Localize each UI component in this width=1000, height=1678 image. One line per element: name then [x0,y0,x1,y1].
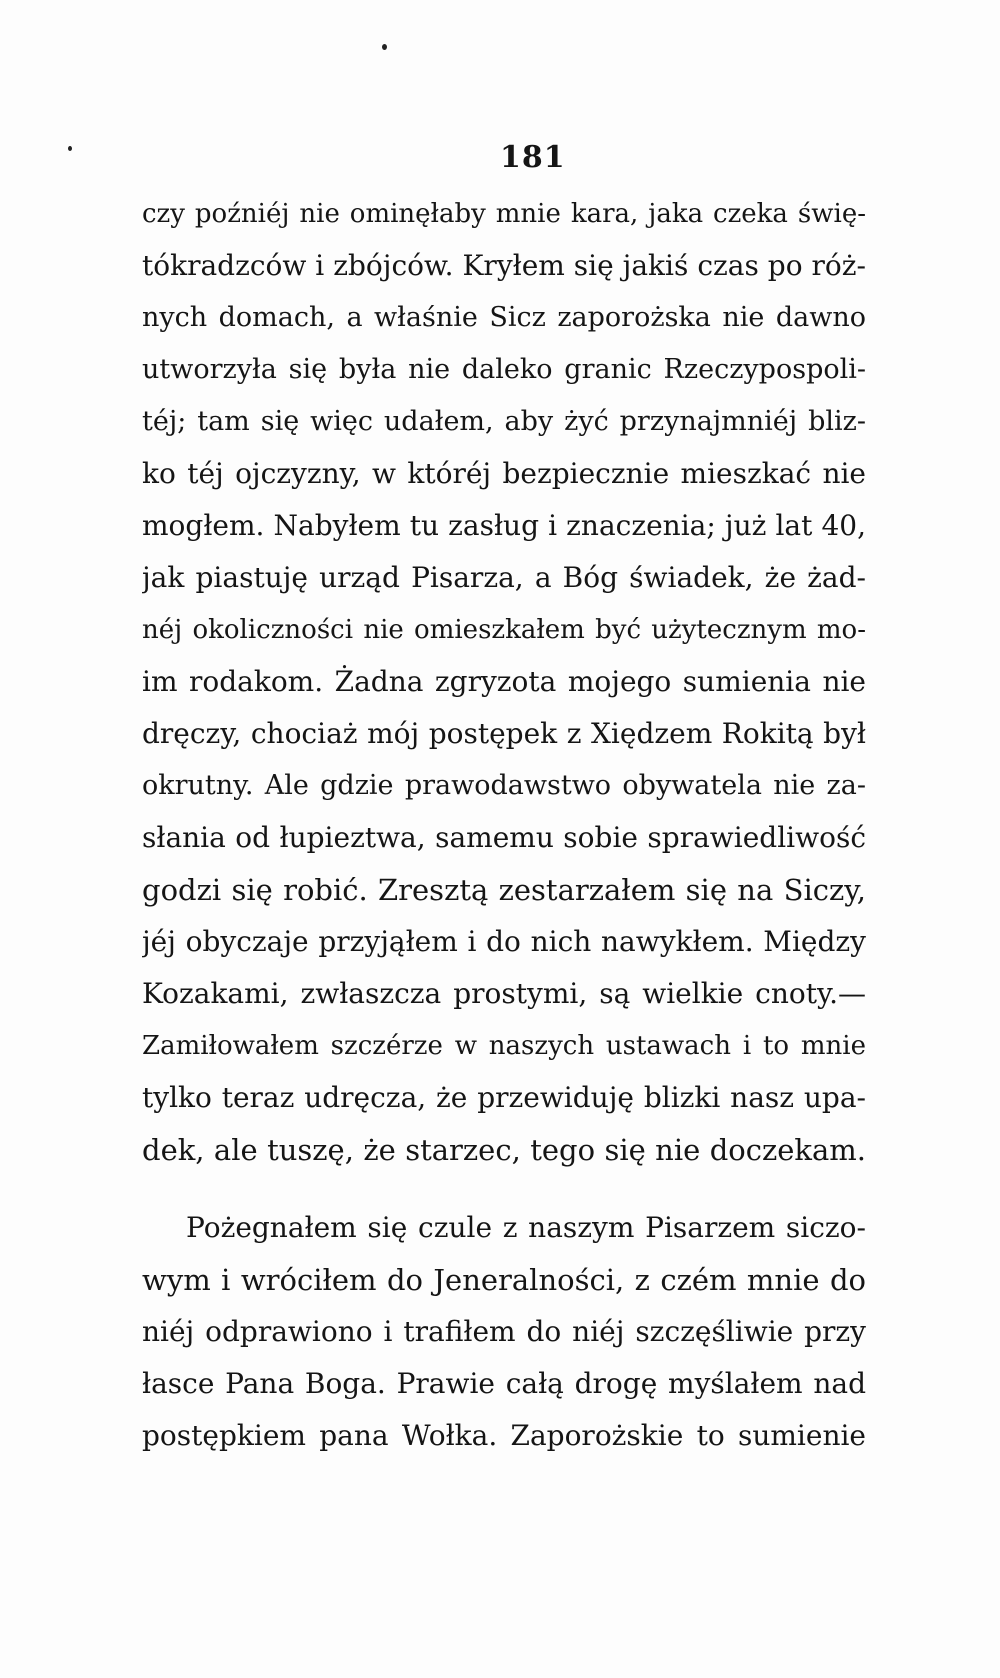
text-line: Kozakami, zwłaszcza prostymi, są wielkie cnoty.— [142,977,866,1010]
text-line: Pożegnałem się czule z naszym Pisarzem siczo- [186,1211,866,1244]
text-line: néj okoliczności nie omieszkałem być użytecznym mo- [142,615,866,645]
text-line: utworzyła się była nie daleko granic Rzeczypospoli- [142,354,866,385]
text-line: téj; tam się więc udałem, aby żyć przynajmniéj bliz- [142,406,866,437]
text-line: nych domach, a właśnie Sicz zaporożska nie dawno [142,302,866,333]
text-line: okrutny. Ale gdzie prawodawstwo obywatela nie za- [142,770,866,801]
text-line: im rodakom. Żadna zgryzota mojego sumienia nie [142,665,866,698]
text-line: słania od łupieztwa, samemu sobie sprawiedliwość [142,821,866,854]
text-line: jéj obyczaje przyjąłem i do nich nawykłem. Między [142,925,866,958]
text-line: postępkiem pana Wołka. Zaporożskie to sumienie [142,1419,866,1452]
text-line: jak piastuję urząd Pisarza, a Bóg świadek, że żad- [142,561,866,594]
text-line: ko téj ojczyzny, w któréj bezpiecznie mieszkać nie [142,457,866,490]
text-line: dek, ale tuszę, że starzec, tego się nie doczekam. [142,1133,866,1167]
text-line: niéj odprawiono i trafiłem do niéj szczęśliwie przy [142,1315,866,1348]
text-line: czy poźniéj nie ominęłaby mnie kara, jaka czeka świę- [142,199,866,229]
text-line: godzi się robić. Zresztą zestarzałem się na Siczy, [142,873,866,907]
paragraph-2 [142,1202,866,1462]
text-line: Zamiłowałem szczérze w naszych ustawach i to mnie [142,1031,866,1061]
text-line: tókradzców i zbójców. Kryłem się jakiś czas po róż- [142,249,866,282]
text-line: łasce Pana Boga. Prawie całą drogę myślałem nad [142,1367,866,1400]
page-number: 181 [500,140,566,175]
text-line: wym i wróciłem do Jeneralności, z czém mnie do [142,1263,866,1297]
text-line: tylko teraz udręcza, że przewiduję blizki nasz upa- [142,1081,866,1114]
paragraph-1 [142,188,866,1176]
ink-speck [382,44,387,50]
text-line: mogłem. Nabyłem tu zasług i znaczenia; już lat 40, [142,509,866,542]
ink-speck [68,146,72,151]
text-line: dręczy, chociaż mój postępek z Xiędzem Rokitą był [142,717,866,750]
